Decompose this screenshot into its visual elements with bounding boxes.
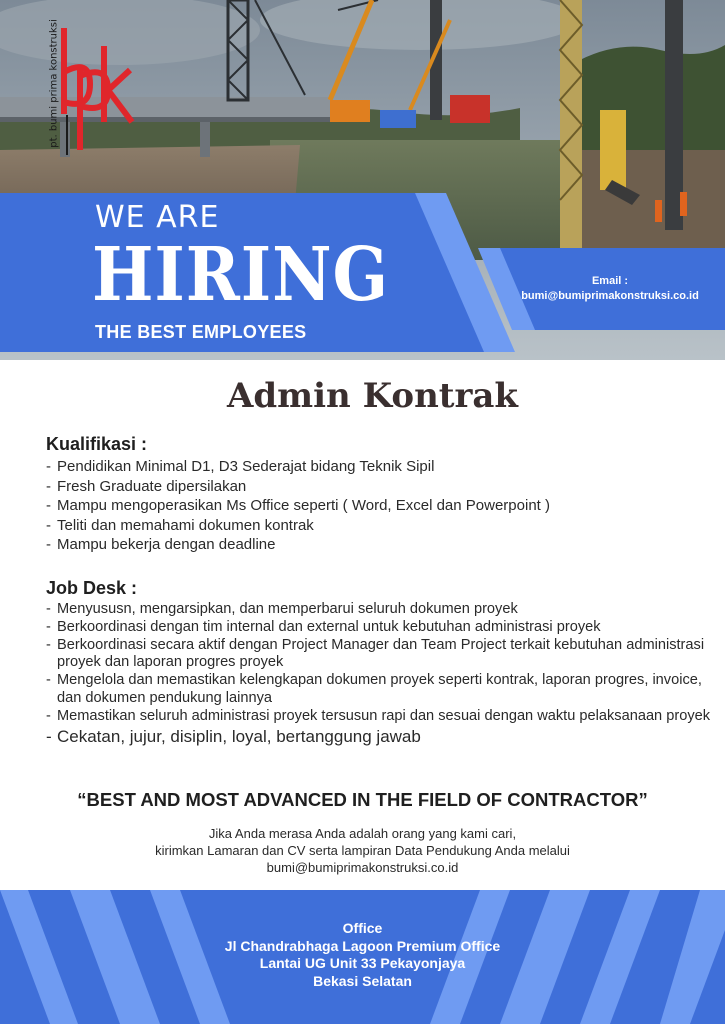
qualifications-heading: Kualifikasi : bbox=[46, 434, 148, 454]
apply-line-1: Jika Anda merasa Anda adalah orang yang kami cari, bbox=[208, 826, 517, 841]
apply-instructions bbox=[0, 825, 725, 876]
office-line-1: Jl Chandrabhaga Lagoon Premium Office bbox=[224, 937, 501, 954]
office-line-2: Lantai UG Unit 33 Pekayonjaya bbox=[259, 955, 466, 971]
list-item: - Fresh Graduate dipersilakan bbox=[46, 477, 550, 497]
list-item: - Memastikan seluruh administrasi proyek tersusun rapi dan sesuai dengan waktu pelaksanaan proyek bbox=[46, 708, 718, 726]
list-item: - Mampu bekerja dengan deadline bbox=[46, 535, 550, 555]
apply-line-2: kirimkan Lamaran dan CV serta lampiran Data Pendukung Anda melalui bbox=[155, 843, 570, 858]
hiring-heading: HIRING bbox=[92, 232, 389, 318]
job-title: Admin Kontrak bbox=[226, 376, 518, 416]
header-email-box bbox=[505, 274, 715, 304]
jobdesk-heading: Job Desk : bbox=[46, 578, 138, 598]
hero-header bbox=[0, 0, 725, 360]
jobdesk-list bbox=[46, 601, 718, 748]
list-item: - Cekatan, jujur, disiplin, loyal, bertanggung jawab bbox=[46, 726, 718, 748]
email-address[interactable]: bumi@bumiprimakonstruksi.co.id bbox=[521, 290, 699, 302]
best-employees-text: THE BEST EMPLOYEES bbox=[95, 322, 307, 342]
office-label: Office bbox=[342, 920, 383, 936]
list-item: - Mampu mengoperasikan Ms Office seperti ( Word, Excel dan Powerpoint ) bbox=[46, 496, 550, 516]
qualifications-list bbox=[46, 457, 550, 555]
office-address bbox=[0, 920, 725, 990]
office-line-3: Bekasi Selatan bbox=[313, 972, 412, 989]
email-label: Email : bbox=[591, 275, 629, 287]
we-are-text: WE ARE bbox=[95, 200, 220, 235]
list-item: - Berkoordinasi dengan tim internal dan external untuk kebutuhan administrasi proyek bbox=[46, 619, 718, 637]
company-name-text: pt. bumi prima konstruksi bbox=[48, 19, 60, 148]
list-item: - Pendidikan Minimal D1, D3 Sederajat bidang Teknik Sipil bbox=[46, 457, 550, 477]
list-item: - Menyususn, mengarsipkan, dan memperbarui seluruh dokumen proyek bbox=[46, 601, 718, 619]
list-item: - Mengelola dan memastikan kelengkapan dokumen proyek seperti kontrak, laporan progres, invoice, dan dokumen pendukung lainnya bbox=[46, 672, 718, 708]
apply-email[interactable]: bumi@bumiprimakonstruksi.co.id bbox=[266, 860, 459, 875]
qualifications-section bbox=[46, 434, 550, 555]
office-footer bbox=[0, 890, 725, 1024]
company-slogan: “BEST AND MOST ADVANCED IN THE FIELD OF CONTRACTOR” bbox=[77, 789, 648, 810]
list-item: - Berkoordinasi secara aktif dengan Project Manager dan Team Project terkait kebutuhan administrasi proyek dan laporan progres proyek bbox=[46, 637, 718, 673]
jobdesk-section bbox=[46, 578, 718, 748]
list-item: - Teliti dan memahami dokumen kontrak bbox=[46, 516, 550, 536]
